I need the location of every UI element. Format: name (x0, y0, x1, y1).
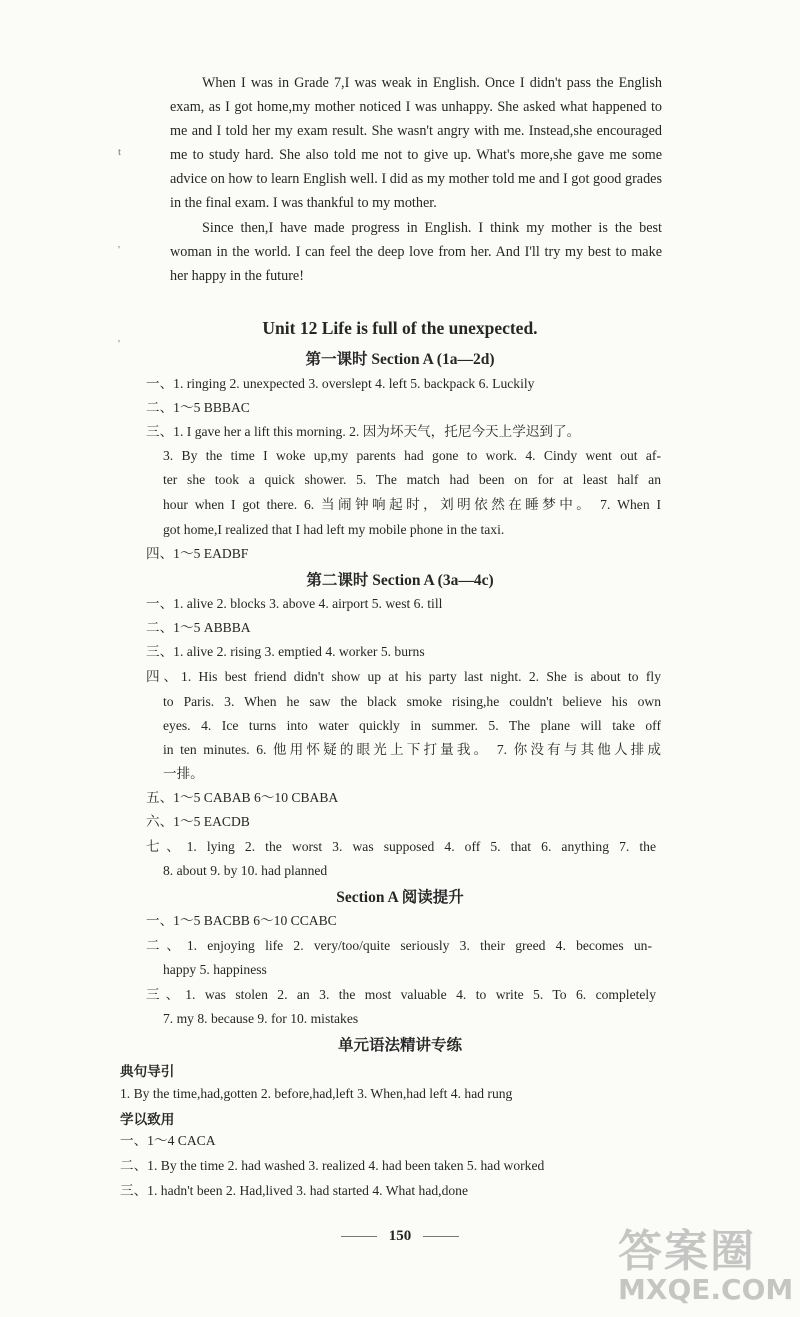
answer-line: 三、1. was stolen 2. an 3. the most valuable 4. to write 5. To 6. completely (146, 987, 656, 1002)
watermark-logo (618, 1215, 794, 1311)
answer-line: eyes. 4. Ice turns into water quickly in summer. 5. The plane will take off (163, 718, 661, 733)
answer-line: 二、1. enjoying life 2. very/too/quite seriously 3. their greed 4. becomes un- (146, 938, 652, 953)
answer-line: 四、1～5 EADBF (146, 546, 249, 561)
lesson1-title: 第一课时 Section A (1a—2d) (305, 351, 495, 368)
answer-line: 8. about 9. by 10. had planned (163, 863, 328, 878)
answer-line: 六、1～5 EACDB (146, 814, 250, 829)
footer-dash-left (341, 1236, 377, 1237)
margin-mark: t (118, 146, 122, 158)
answer-line: 四、1. His best friend didn't show up at his party last night. 2. She is about to fly (146, 669, 661, 684)
answer-line: 一、1～5 BACBB 6～10 CCABC (146, 913, 337, 928)
watermark-text-top: 答案圈 (618, 1226, 756, 1277)
subheading-practice: 学以致用 (120, 1112, 175, 1127)
answer-line: 三、1. alive 2. rising 3. emptied 4. worker 5. burns (146, 644, 425, 659)
lesson2-title: 第二课时 Section A (3a—4c) (306, 572, 494, 589)
footer-dash-right (423, 1236, 459, 1237)
page-number: 150 (0, 1228, 800, 1245)
essay-paragraph-1: When I was in Grade 7,I was weak in English. Once I didn't pass the English exam, as I got home,my mother noticed I was unhappy. She asked what happened to me and I told her my exam result. She wasn't angry with me. Instead,she encouraged me to study hard. She also told me not to give up. What's more,she gave me some advice on how to learn English well. I did as my mother told me and I got good grades in the final exam. I was thankful to my mother. (170, 75, 663, 212)
answer-line: 五、1～5 CABAB 6～10 CBABA (146, 790, 339, 805)
grammar-section-title: 单元语法精讲专练 (337, 1037, 462, 1054)
answer-line: happy 5. happiness (163, 962, 267, 977)
answer-line: 二、1. By the time 2. had washed 3. realized 4. had been taken 5. had worked (120, 1158, 545, 1173)
answer-line: 一排。 (163, 766, 204, 781)
margin-mark: ' (118, 338, 120, 350)
subheading-key-sentences: 典句导引 (120, 1064, 175, 1079)
answer-line: 七、1. lying 2. the worst 3. was supposed 4. off 5. that 6. anything 7. the (146, 839, 656, 854)
answer-line: 一、1. ringing 2. unexpected 3. overslept 4. left 5. backpack 6. Luckily (146, 376, 535, 391)
answer-line: 二、1～5 ABBBA (146, 620, 251, 635)
answer-line: 7. my 8. because 9. for 10. mistakes (163, 1011, 359, 1026)
answer-line: 三、1. hadn't been 2. Had,lived 3. had started 4. What had,done (120, 1183, 468, 1198)
answer-line: 二、1～5 BBBAC (146, 400, 250, 415)
unit-title: Unit 12 Life is full of the unexpected. (262, 318, 538, 338)
answer-line: 1. By the time,had,gotten 2. before,had,left 3. When,had left 4. had rung (120, 1086, 513, 1101)
answer-line: hour when I got there. 6. 当闹钟响起时，刘明依然在睡梦中。 7. When I (163, 497, 661, 512)
answer-line: 3. By the time I woke up,my parents had gone to work. 4. Cindy went out af- (163, 448, 661, 463)
answer-line: in ten minutes. 6. 他用怀疑的眼光上下打量我。 7. 你没有与其他人排成 (163, 742, 661, 757)
essay-paragraph-2: Since then,I have made progress in English. I think my mother is the best woman in the world. I can feel the deep love from her. And I'll try my best to make her happy in the future! (170, 219, 662, 284)
margin-mark: ' (118, 244, 120, 256)
answer-line: 一、1. alive 2. blocks 3. above 4. airport 5. west 6. till (146, 596, 443, 611)
answer-line: ter she took a quick shower. 5. The match had been on for at least half an (163, 472, 661, 487)
answer-line: 一、1～4 CACA (120, 1133, 216, 1148)
answer-line: to Paris. 3. When he saw the black smoke rising,he couldn't believe his own (163, 694, 661, 709)
reading-section-title: Section A 阅读提升 (336, 889, 464, 906)
watermark-text-bottom: MXQE.COM (618, 1273, 794, 1306)
answer-line: 三、1. I gave her a lift this morning. 2. 因为坏天气，托尼今天上学迟到了。 (146, 424, 581, 439)
answer-line: got home,I realized that I had left my mobile phone in the taxi. (163, 522, 505, 537)
essay-text (170, 71, 662, 288)
